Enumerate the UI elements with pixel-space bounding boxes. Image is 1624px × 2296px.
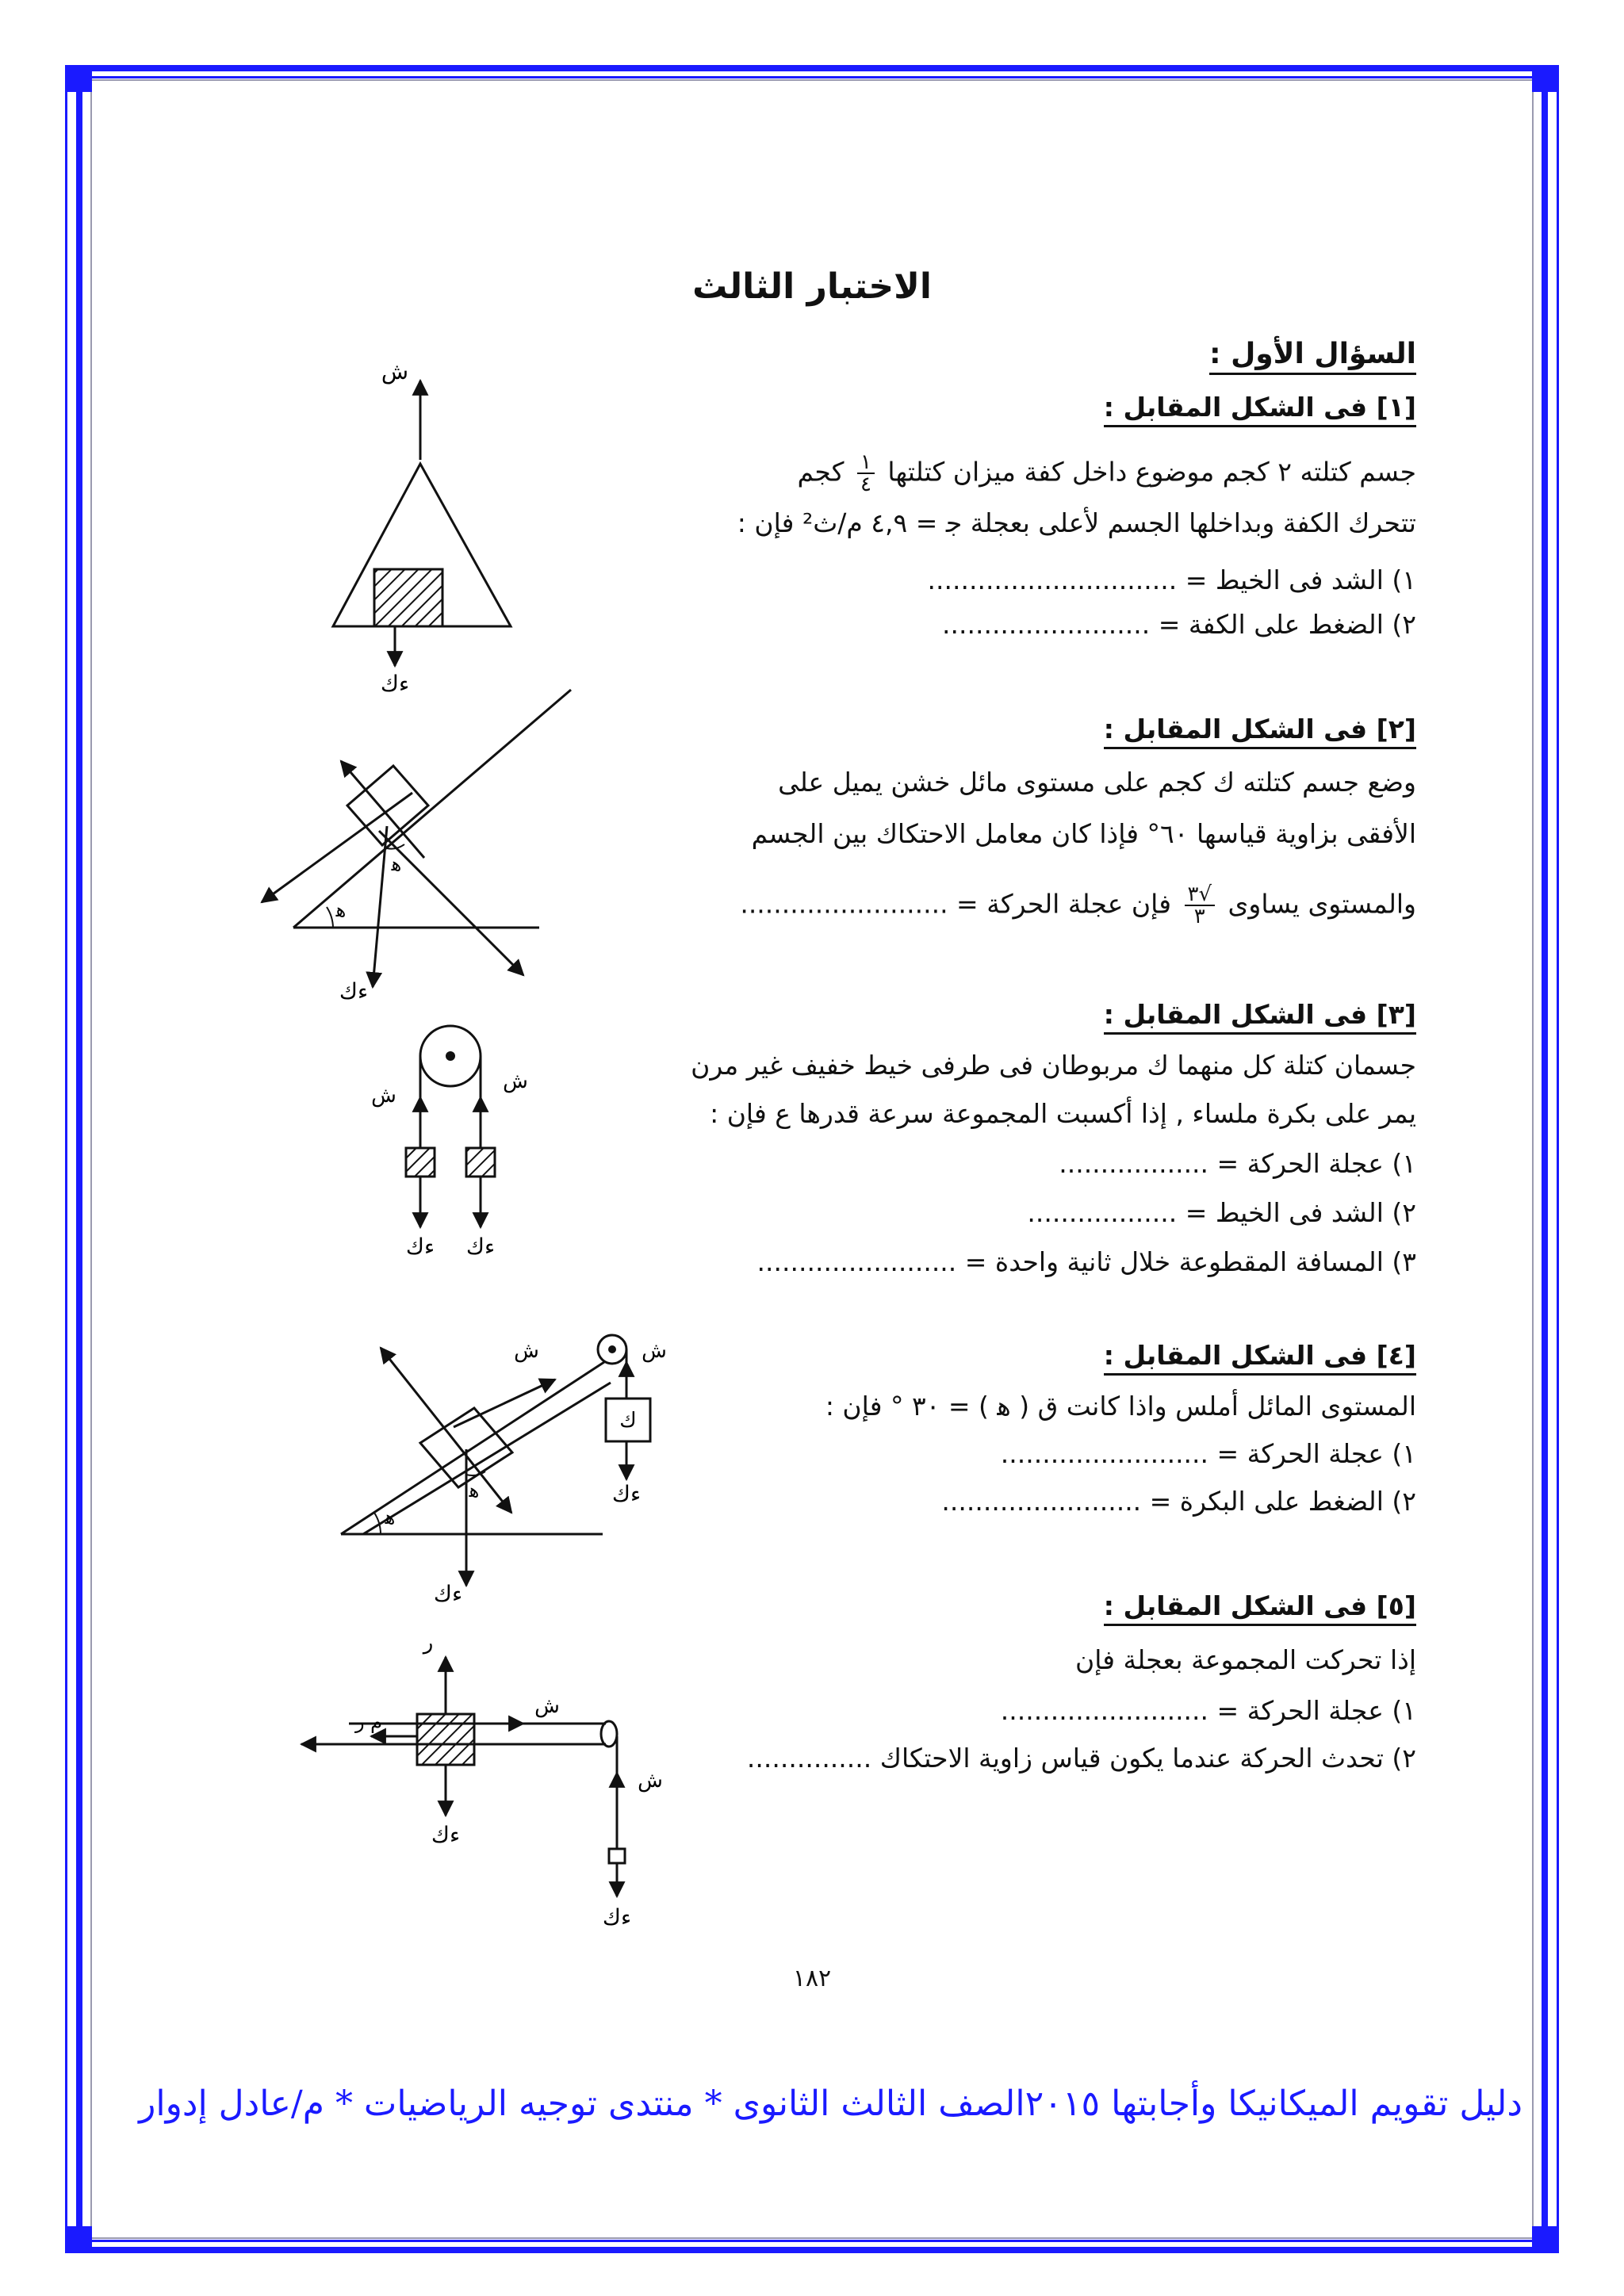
angle-arc: [327, 907, 333, 928]
problem-1-line-1: جسم كتلته ٢ كجم موضوع داخل كفة ميزان كتلتها $\frac{١}{٤}$ كجم: [797, 450, 1416, 496]
tension-label-right: ش: [503, 1070, 528, 1093]
normal-label: ر: [423, 1631, 434, 1655]
problem-4-label: [٤] فى الشكل المقابل :: [1104, 1340, 1416, 1376]
problem-5-label: [٥] فى الشكل المقابل :: [1104, 1590, 1416, 1626]
problem-2-line-1: وضع جسم كتلته ك كجم على مستوى مائل خشن يميل على: [778, 767, 1416, 798]
problem-3-line-2: يمر على بكرة ملساء , إذا أكسبت المجموعة سرعة قدرها ع فإن :: [710, 1098, 1416, 1129]
pulley-axle: [446, 1051, 455, 1061]
problem-3-item-1: ١) عجلة الحركة = ..................: [1059, 1148, 1416, 1179]
problem-1-label: [١] فى الشكل المقابل :: [1104, 392, 1416, 427]
problem-4-item-2: ٢) الضغط على البكرة = ........................: [941, 1486, 1416, 1517]
weight-label: ءك: [431, 1822, 461, 1848]
weight-label-hanging: ءك: [602, 1904, 632, 1931]
friction-label: م ر: [354, 1711, 383, 1733]
question-heading: السؤال الأول :: [1209, 338, 1416, 375]
problem-1-item-2: ٢) الضغط على الكفة = .........................: [942, 609, 1416, 640]
tension-label: ش: [381, 358, 409, 385]
fraction: $\frac{١}{٤}$: [857, 452, 875, 495]
angle-arc: [374, 1513, 381, 1534]
block: [347, 766, 428, 845]
figure-2-inclined-plane: [254, 682, 587, 1004]
tension-label-hanging: ش: [638, 1769, 663, 1793]
incline-line: [341, 1362, 604, 1534]
page-title: الاختبار الثالث: [692, 266, 932, 307]
weight-arrow: [373, 826, 387, 987]
tension-label-left: ش: [371, 1084, 396, 1108]
block: [417, 1714, 474, 1765]
footer-text: دليل تقويم الميكانيكا وأجابتها ٢٠١٥الصف الثالث الثانوى * منتدى توجيه الرياضيات * م/عادل إدوار: [139, 2084, 1522, 2124]
weight-label-left: ءك: [405, 1234, 435, 1260]
frame-corner: [65, 65, 92, 92]
mass-label: ك: [619, 1409, 637, 1433]
problem-5-line-1: إذا تحركت المجموعة بعجلة فإن: [1075, 1644, 1416, 1675]
pulley-icon: [601, 1721, 617, 1747]
incline-line-2: [363, 1383, 611, 1534]
tension-label-hanging: ش: [642, 1339, 667, 1363]
problem-3-item-2: ٢) الشد فى الخيط = ..................: [1027, 1197, 1416, 1228]
figure-1-balance-pan: [301, 349, 555, 697]
weight-label: ءك: [339, 978, 369, 1004]
weight-label-hanging: ءك: [611, 1481, 642, 1507]
problem-3-label: [٣] فى الشكل المقابل :: [1104, 999, 1416, 1035]
force-arrow: [262, 793, 412, 902]
angle-label: ﻫ: [385, 1506, 396, 1529]
mass-block: [374, 569, 442, 626]
page-number: ١٨٢: [792, 1965, 832, 1992]
weight-label-right: ءك: [465, 1234, 496, 1260]
problem-4-item-1: ١) عجلة الحركة = .........................: [1000, 1438, 1416, 1469]
problem-2-line-3: والمستوى يساوى $\frac{√٣}{٣}$ فإن عجلة الحركة = .........................: [740, 882, 1416, 928]
pulley-axle: [608, 1345, 616, 1353]
angle-label: ﻫ: [335, 899, 347, 921]
problem-3-item-3: ٣) المسافة المقطوعة خلال ثانية واحدة = ........................: [756, 1246, 1416, 1277]
weight-label: ءك: [380, 671, 410, 697]
problem-2-line-2: الأفقى بزاوية قياسها ٦٠° فإذا كان معامل الاحتكاك بين الجسم: [751, 818, 1416, 849]
problem-1-line-2: تتحرك الكفة وبداخلها الجسم لأعلى بعجلة ﺟ = ٤,٩ م/ث² فإن :: [737, 507, 1416, 538]
mass-left: [406, 1148, 435, 1177]
frame-corner: [1532, 2226, 1559, 2253]
fraction: $\frac{√٣}{٣}$: [1185, 884, 1216, 927]
mass-right: [466, 1148, 495, 1177]
angle-label: ﻫ: [469, 1479, 480, 1502]
weight-label: ءك: [433, 1581, 463, 1607]
tension-label: ش: [514, 1339, 539, 1363]
frame-corner: [1532, 65, 1559, 92]
hanging-mass: [609, 1849, 625, 1863]
frame-corner: [65, 2226, 92, 2253]
problem-5-item-2: ٢) تحدث الحركة عندما يكون قياس زاوية الاحتكاك ...............: [746, 1743, 1416, 1774]
figure-4-incline-pulley: [317, 1316, 698, 1607]
problem-5-item-1: ١) عجلة الحركة = .........................: [1000, 1695, 1416, 1726]
problem-4-line-1: المستوى المائل أملس واذا كانت ق ( ﻫ ) = ٣٠ ° فإن :: [825, 1391, 1416, 1422]
problem-2-label: [٢] فى الشكل المقابل :: [1104, 714, 1416, 749]
angle-label: ﻫ: [391, 853, 402, 875]
tension-label: ش: [534, 1694, 560, 1718]
problem-3-line-1: جسمان كتلة كل منهما ك مربوطان فى طرفى خيط خفيف غير مرن: [691, 1050, 1416, 1081]
incline-line: [293, 690, 571, 928]
problem-1-item-1: ١) الشد فى الخيط = ..............................: [927, 564, 1416, 595]
figure-5-table-pulley: [285, 1617, 698, 1934]
figure-3-pulley: [333, 1015, 555, 1276]
